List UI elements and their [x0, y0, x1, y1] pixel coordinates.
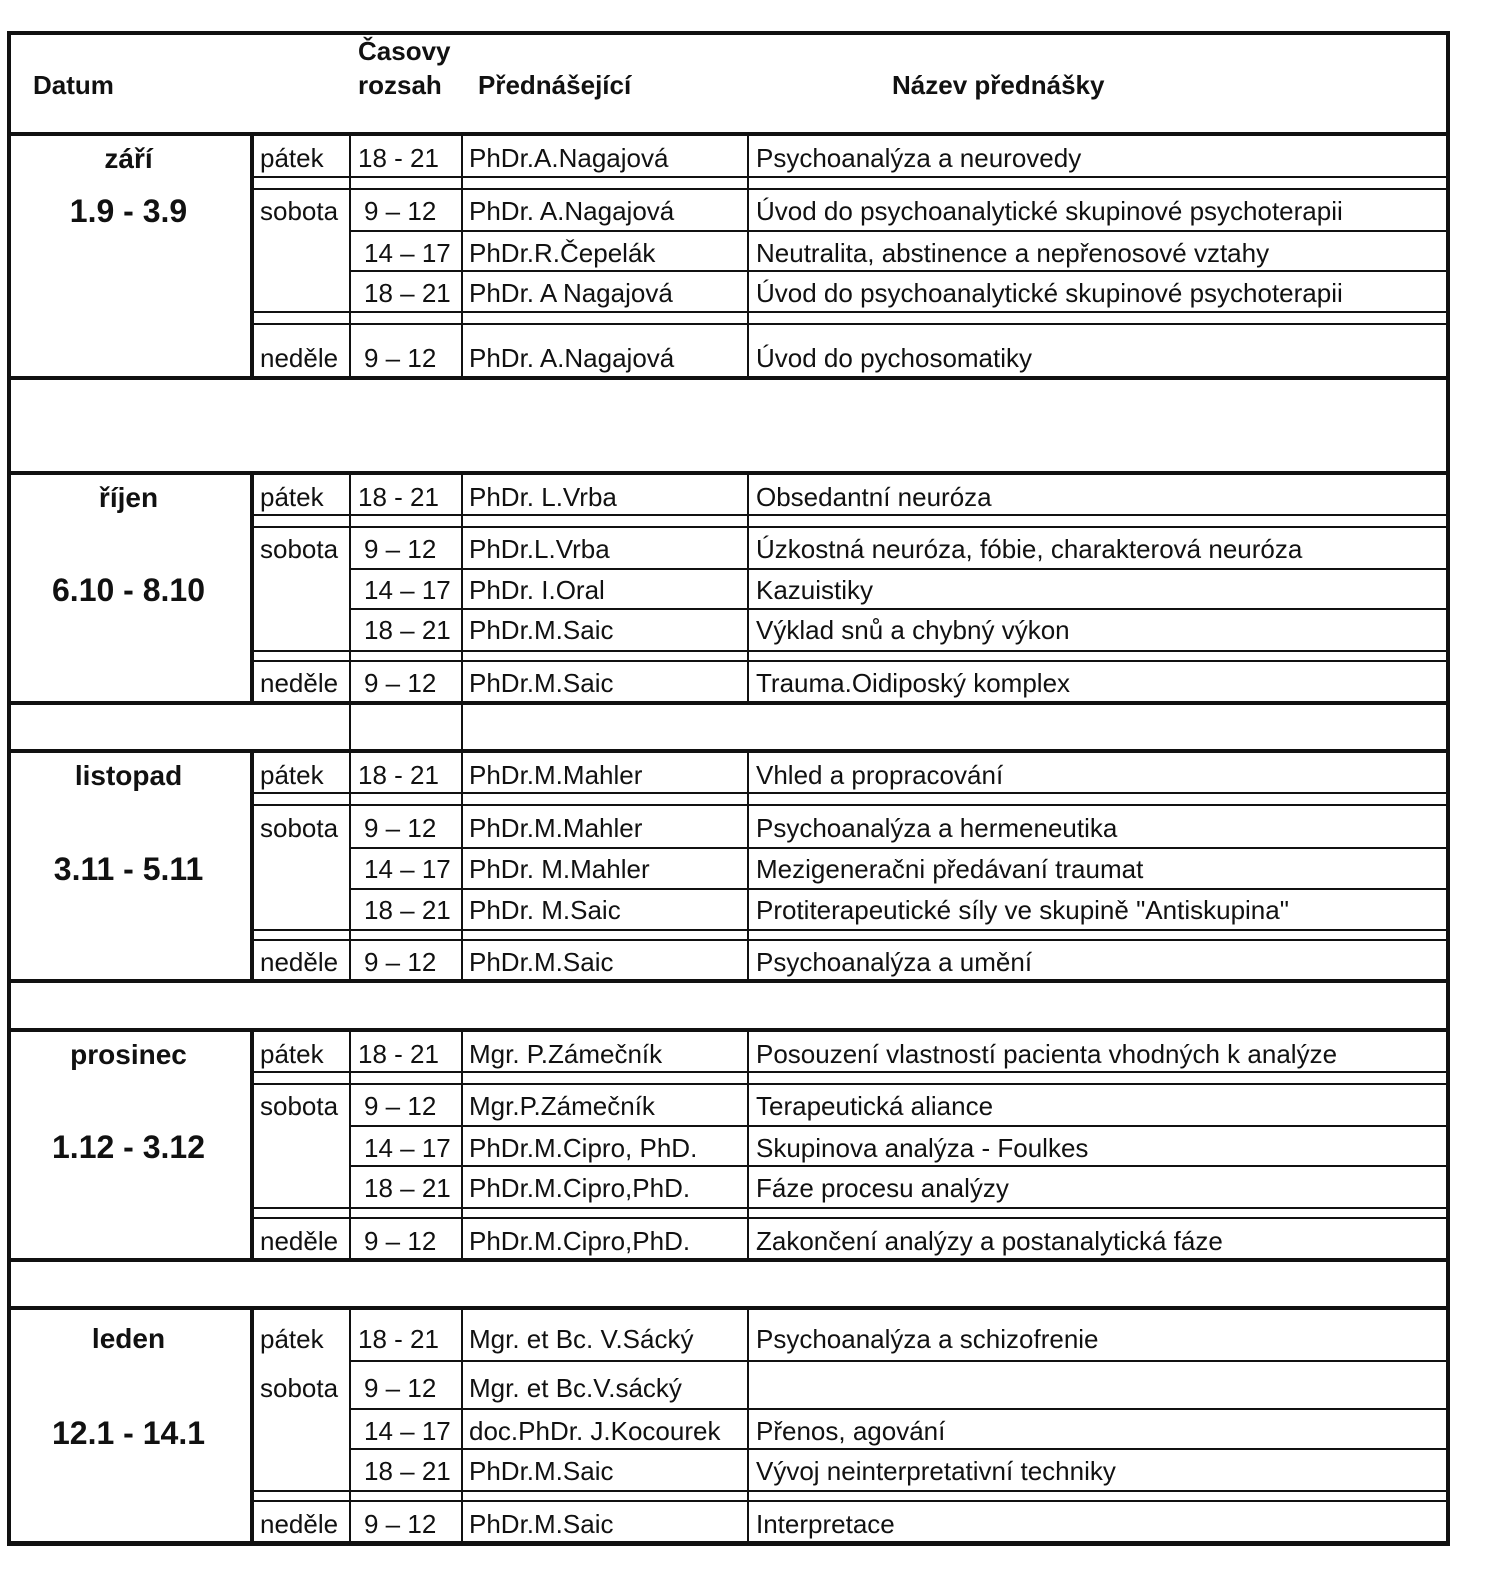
date-range: 1.12 - 3.12	[52, 1129, 205, 1165]
time-range: 9 – 12	[364, 196, 437, 226]
day-label-sobota: sobota	[260, 1373, 339, 1403]
header-bottom-line	[7, 132, 1450, 136]
time-range: 9 – 12	[364, 668, 437, 698]
col-sep-day	[250, 1031, 254, 1259]
col-sep-lecturer	[461, 1031, 463, 1259]
time-range: 9 – 12	[364, 813, 437, 843]
lecturer: PhDr.M.Cipro,PhD.	[469, 1226, 691, 1256]
row-separator	[349, 270, 1450, 272]
lecture-title: Posouzení vlastností pacienta vhodných k analýze	[756, 1039, 1338, 1069]
month-label: prosinec	[70, 1039, 187, 1070]
col-sep-title	[747, 1309, 749, 1542]
day-label-nedele: neděle	[260, 1509, 339, 1539]
lecturer: PhDr.M.Mahler	[469, 760, 643, 790]
lecturer: PhDr. M.Saic	[469, 895, 621, 925]
lecture-title: Zakončení analýzy a postanalytická fáze	[756, 1226, 1223, 1256]
lecture-title: Interpretace	[756, 1509, 895, 1539]
time-range: 9 – 12	[364, 534, 437, 564]
lecturer: PhDr.M.Mahler	[469, 813, 643, 843]
time-range: 18 – 21	[364, 1173, 451, 1203]
col-sep-day	[250, 135, 254, 377]
lecturer: PhDr. L.Vrba	[469, 482, 617, 512]
time-range: 9 – 12	[364, 1373, 437, 1403]
month-label: září	[104, 143, 153, 174]
time-range: 18 – 21	[364, 895, 451, 925]
lecturer: PhDr.R.Čepelák	[469, 238, 656, 268]
day-label-patek: pátek	[260, 1324, 324, 1354]
time-range: 9 – 12	[364, 1091, 437, 1121]
time-range: 18 - 21	[358, 1039, 439, 1069]
row-separator	[349, 568, 1450, 570]
row-separator	[250, 929, 1450, 931]
lecture-title: Kazuistiky	[756, 575, 874, 605]
time-range: 18 - 21	[358, 760, 439, 790]
lecture-title: Neutralita, abstinence a nepřenosové vztahy	[756, 238, 1270, 268]
lecturer: PhDr.M.Cipro,PhD.	[469, 1173, 691, 1203]
outer-border-right	[1446, 31, 1450, 1546]
row-separator	[250, 939, 1450, 941]
time-range: 14 – 17	[364, 575, 451, 605]
col-sep-title	[747, 752, 749, 980]
lecture-title: Psychoanalýza a schizofrenie	[756, 1324, 1099, 1354]
row-separator	[250, 1071, 1450, 1073]
row-separator	[349, 608, 1450, 610]
lecturer: Mgr. P.Zámečník	[469, 1039, 663, 1069]
row-separator	[250, 1207, 1450, 1209]
row-separator	[250, 176, 1450, 178]
day-label-patek: pátek	[260, 1039, 324, 1069]
date-range: 12.1 - 14.1	[52, 1415, 205, 1451]
col-sep-day	[250, 752, 254, 980]
month-label: leden	[91, 1323, 166, 1354]
col-sep-title	[747, 1031, 749, 1259]
time-range: 14 – 17	[364, 238, 451, 268]
block-top-line	[7, 749, 1450, 753]
col-sep-title	[747, 474, 749, 702]
col-sep-day	[250, 1309, 254, 1542]
block-bottom-line	[7, 376, 1450, 380]
time-range: 18 – 21	[364, 615, 451, 645]
block-top-line	[7, 1028, 1450, 1032]
row-separator	[349, 1408, 1450, 1410]
lecturer: PhDr.M.Saic	[469, 615, 614, 645]
time-range: 9 – 12	[364, 947, 437, 977]
col-sep-time	[349, 135, 351, 377]
header-nazev: Název přednášky	[892, 70, 1105, 100]
row-separator	[349, 1165, 1450, 1167]
lecturer: PhDr. A.Nagajová	[469, 343, 675, 373]
row-separator	[349, 1360, 1450, 1362]
header-prednasejici: Přednášející	[478, 70, 632, 100]
lecture-title: Psychoanalýza a hermeneutika	[756, 813, 1118, 843]
lecture-title: Úvod do psychoanalytické skupinové psychoterapii	[756, 196, 1343, 226]
day-label-sobota: sobota	[260, 534, 339, 564]
day-label-patek: pátek	[260, 143, 324, 173]
lecturer: PhDr. M.Mahler	[469, 854, 650, 884]
time-range: 18 - 21	[358, 482, 439, 512]
gap-col-sep	[349, 702, 351, 752]
day-label-nedele: neděle	[260, 668, 339, 698]
day-label-sobota: sobota	[260, 1091, 339, 1121]
lecture-title: Psychoanalýza a umění	[756, 947, 1033, 977]
time-range: 14 – 17	[364, 854, 451, 884]
col-sep-day	[250, 474, 254, 702]
row-separator	[349, 230, 1450, 232]
lecture-title: Fáze procesu analýzy	[756, 1173, 1009, 1203]
lecturer: Mgr. et Bc. V.Sácký	[469, 1324, 694, 1354]
time-range: 18 - 21	[358, 1324, 439, 1354]
lecture-title: Terapeutická aliance	[756, 1091, 994, 1121]
row-separator	[250, 660, 1450, 662]
row-separator	[349, 847, 1450, 849]
col-sep-time	[349, 1309, 351, 1542]
block-top-line	[7, 1306, 1450, 1310]
date-range: 1.9 - 3.9	[69, 193, 188, 229]
lecture-title: Úvod do pychosomatiky	[756, 343, 1033, 373]
header-rozsah: rozsah	[358, 70, 442, 100]
block-top-line	[7, 471, 1450, 475]
lecture-title: Trauma.Oidiposký komplex	[756, 668, 1071, 698]
row-separator	[250, 514, 1450, 516]
outer-border-top	[7, 31, 1450, 35]
time-range: 14 – 17	[364, 1416, 451, 1446]
row-separator	[250, 650, 1450, 652]
lecturer: PhDr. A Nagajová	[469, 278, 673, 308]
lecturer: Mgr.P.Zámečník	[469, 1091, 655, 1121]
day-label-nedele: neděle	[260, 947, 339, 977]
lecture-title: Vhled a propracování	[756, 760, 1004, 790]
row-separator	[250, 311, 1450, 313]
time-range: 9 – 12	[364, 1509, 437, 1539]
time-range: 9 – 12	[364, 1226, 437, 1256]
col-sep-lecturer	[461, 135, 463, 377]
header-datum: Datum	[33, 70, 114, 100]
row-separator	[349, 888, 1450, 890]
block-bottom-line	[7, 1541, 1450, 1545]
row-separator	[250, 1083, 1450, 1085]
lecture-title: Mezigeneračni předávaní traumat	[756, 854, 1144, 884]
row-separator	[250, 526, 1450, 528]
month-label: říjen	[98, 482, 159, 513]
lecture-title: Psychoanalýza a neurovedy	[756, 143, 1082, 173]
day-label-patek: pátek	[260, 760, 324, 790]
lecture-title: Skupinova analýza - Foulkes	[756, 1133, 1089, 1163]
row-separator	[250, 1500, 1450, 1502]
lecturer: PhDr.L.Vrba	[469, 534, 610, 564]
day-label-sobota: sobota	[260, 196, 339, 226]
time-range: 18 – 21	[364, 1456, 451, 1486]
time-range: 14 – 17	[364, 1133, 451, 1163]
time-range: 9 – 12	[364, 343, 437, 373]
col-sep-title	[747, 135, 749, 377]
lecturer: PhDr.M.Saic	[469, 947, 614, 977]
col-sep-lecturer	[461, 752, 463, 980]
lecture-title: Vývoj neinterpretativní techniky	[756, 1456, 1116, 1486]
day-label-patek: pátek	[260, 482, 324, 512]
lecture-title: Úvod do psychoanalytické skupinové psychoterapii	[756, 278, 1343, 308]
lecturer: PhDr.M.Cipro, PhD.	[469, 1133, 698, 1163]
row-separator	[250, 188, 1450, 190]
row-separator	[250, 1217, 1450, 1219]
col-sep-time	[349, 1031, 351, 1259]
time-range: 18 - 21	[358, 143, 439, 173]
col-sep-lecturer	[461, 1309, 463, 1542]
row-separator	[250, 323, 1450, 325]
lecture-title: Výklad snů a chybný výkon	[756, 615, 1070, 645]
lecturer: PhDr.M.Saic	[469, 668, 614, 698]
col-sep-time	[349, 474, 351, 702]
day-label-nedele: neděle	[260, 343, 339, 373]
row-separator	[250, 1490, 1450, 1492]
row-separator	[349, 1125, 1450, 1127]
day-label-nedele: neděle	[260, 1226, 339, 1256]
month-label: listopad	[74, 760, 183, 791]
lecture-title: Obsedantní neuróza	[756, 482, 992, 512]
header-casovy: Časovy	[358, 36, 451, 66]
row-separator	[349, 1448, 1450, 1450]
block-bottom-line	[7, 979, 1450, 983]
lecturer: Mgr. et Bc.V.sácký	[469, 1373, 682, 1403]
block-bottom-line	[7, 1258, 1450, 1262]
lecturer: PhDr.M.Saic	[469, 1509, 614, 1539]
lecturer: PhDr.A.Nagajová	[469, 143, 669, 173]
row-separator	[250, 804, 1450, 806]
gap-col-sep	[461, 702, 463, 752]
lecture-title: Úzkostná neuróza, fóbie, charakterová neuróza	[756, 534, 1303, 564]
row-separator	[250, 792, 1450, 794]
date-range: 3.11 - 5.11	[53, 851, 204, 887]
date-range: 6.10 - 8.10	[52, 572, 205, 608]
lecture-title: Protiterapeutické síly ve skupině "Antiskupina"	[756, 895, 1289, 925]
col-sep-time	[349, 752, 351, 980]
lecturer: PhDr. I.Oral	[469, 575, 605, 605]
lecturer: PhDr. A.Nagajová	[469, 196, 675, 226]
time-range: 18 – 21	[364, 278, 451, 308]
lecturer: doc.PhDr. J.Kocourek	[469, 1416, 721, 1446]
block-bottom-line	[7, 701, 1450, 705]
lecturer: PhDr.M.Saic	[469, 1456, 614, 1486]
day-label-sobota: sobota	[260, 813, 339, 843]
lecture-title: Přenos, agování	[756, 1416, 946, 1446]
col-sep-lecturer	[461, 474, 463, 702]
